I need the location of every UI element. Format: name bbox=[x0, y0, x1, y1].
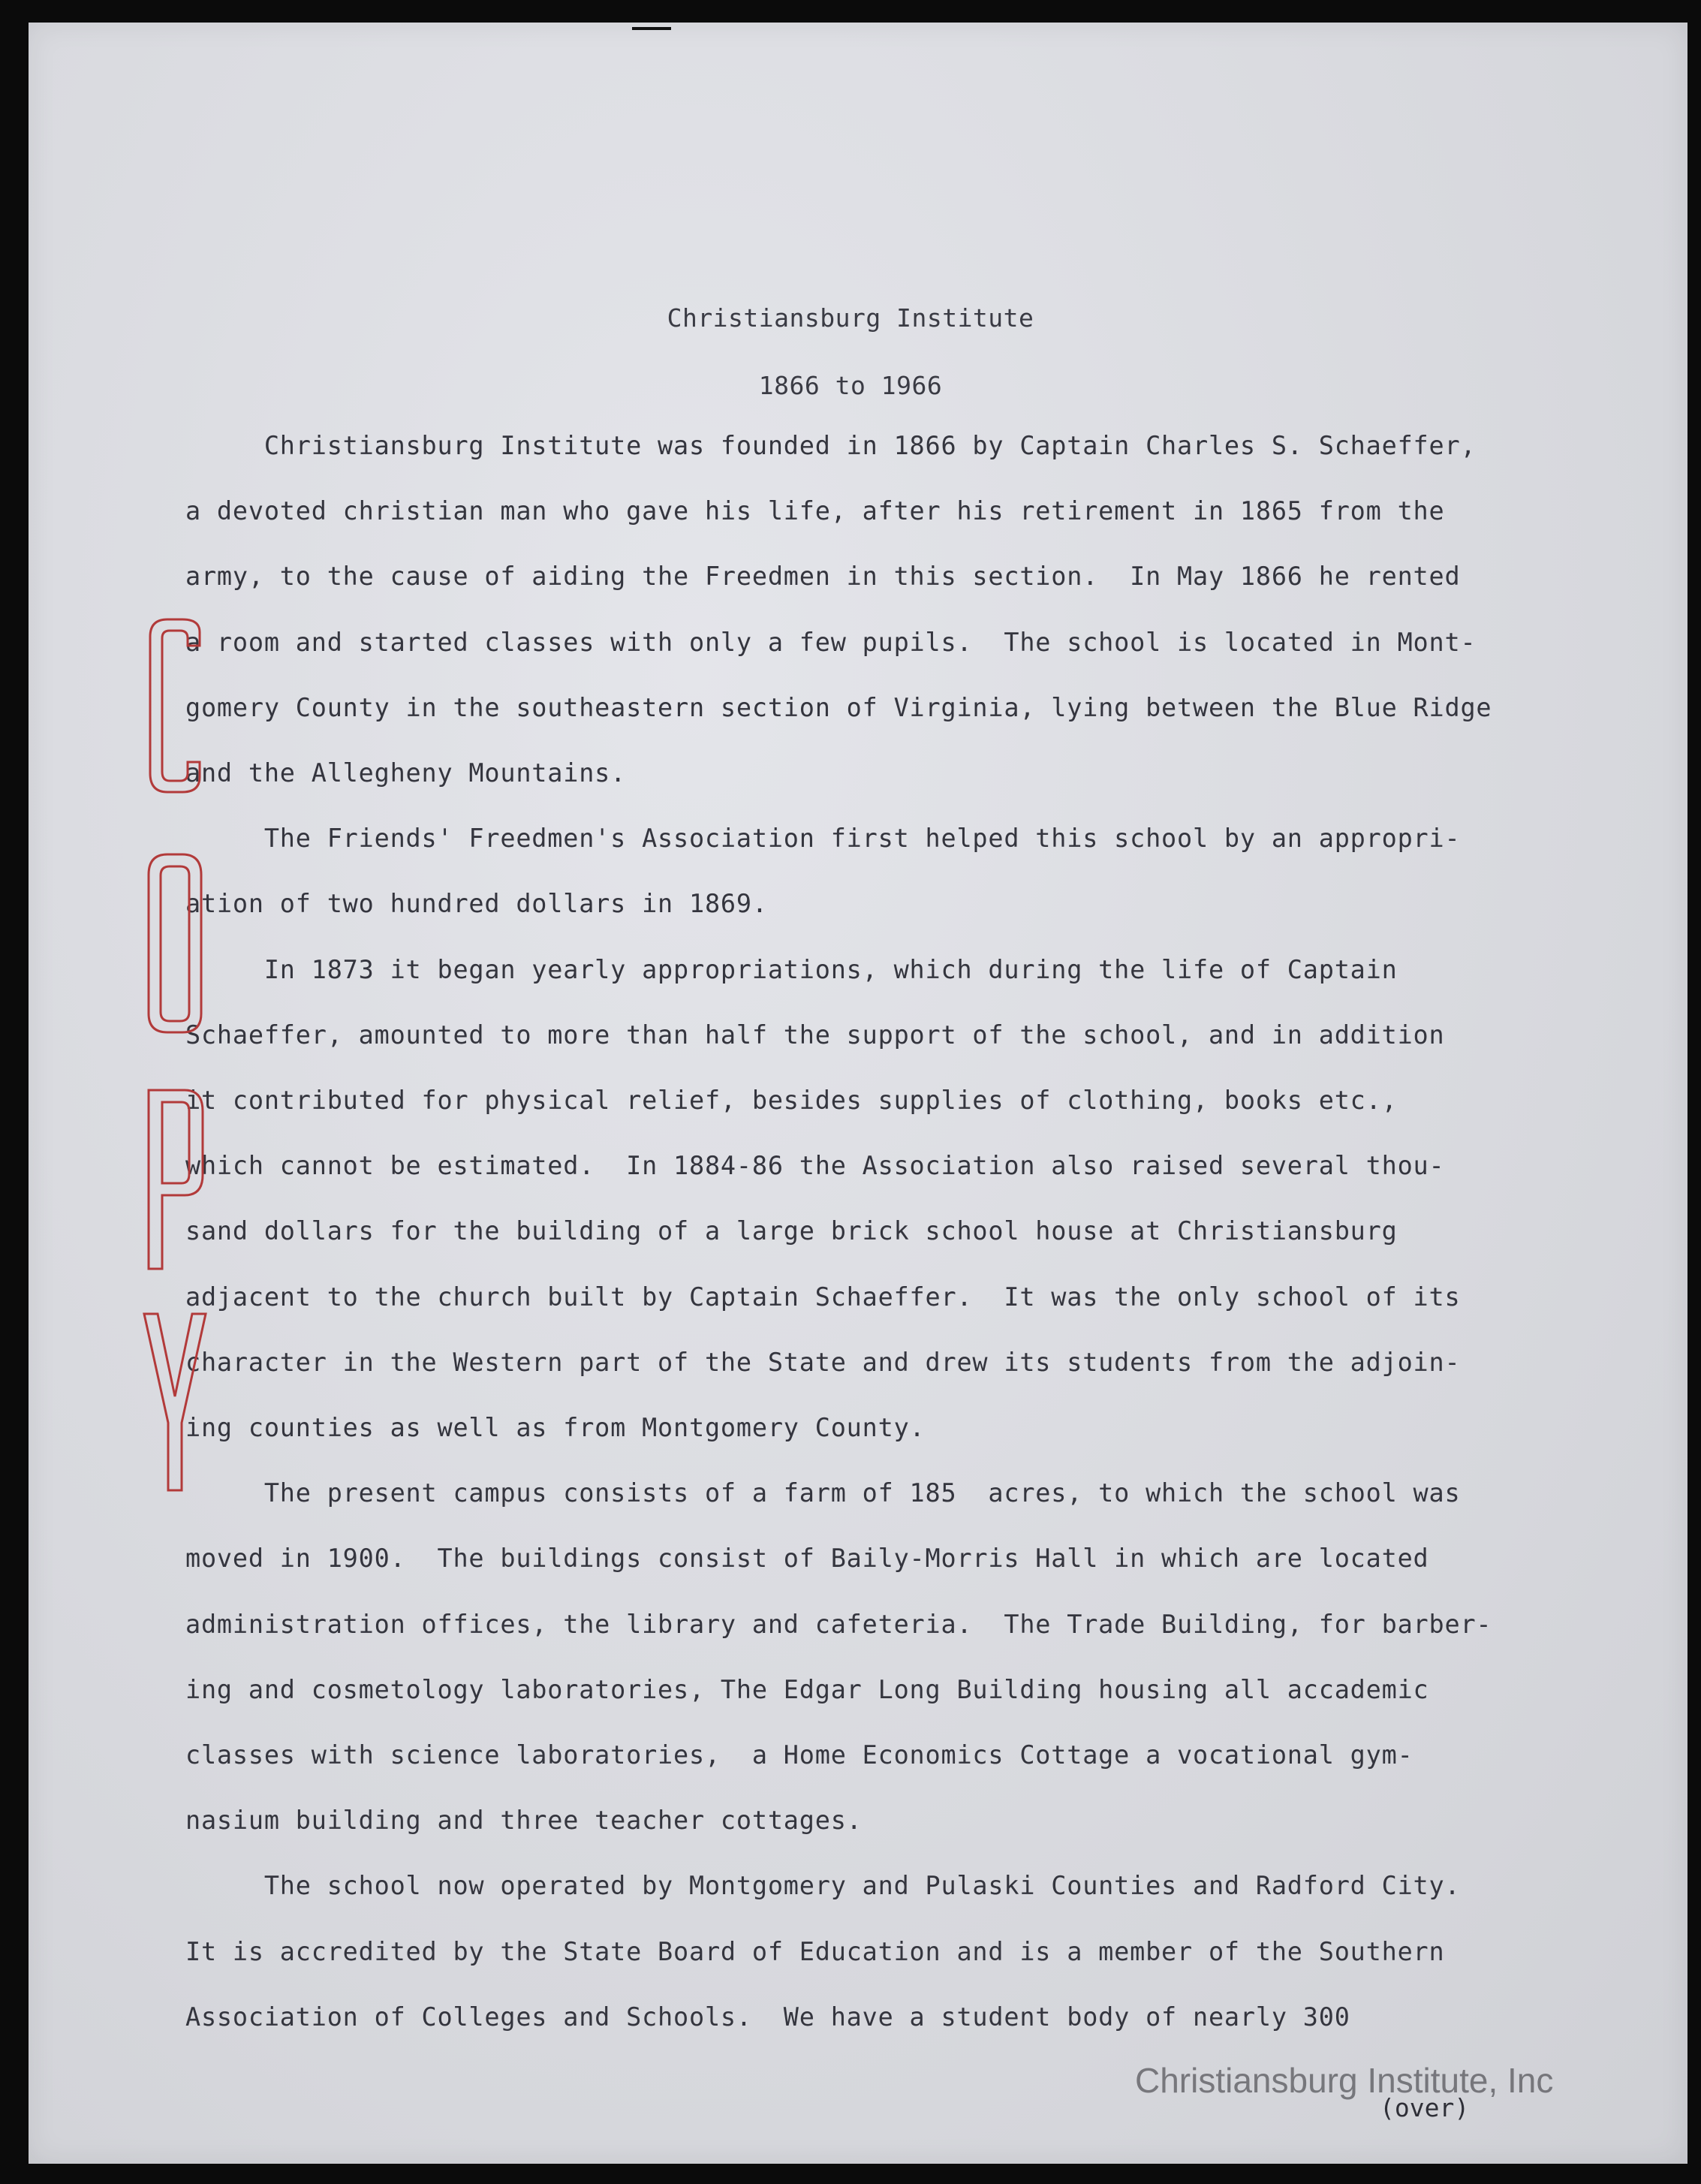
text-line: character in the Western part of the State and drew its students from the adjoin- bbox=[185, 1347, 1461, 1377]
continuation-note: (over) bbox=[1380, 2093, 1470, 2122]
stamp-letter-y bbox=[144, 1314, 206, 1490]
text-line: The Friends' Freedmen's Association first helped this school by an appropri- bbox=[185, 824, 1461, 854]
stamp-letter-p bbox=[149, 1090, 203, 1269]
text-line: moved in 1900. The buildings consist of Baily-Morris Hall in which are located bbox=[185, 1544, 1429, 1574]
text-line: nasium building and three teacher cottages. bbox=[185, 1806, 863, 1836]
text-line: classes with science laboratories, a Home Economics Cottage a vocational gym- bbox=[185, 1740, 1413, 1770]
page-edge-mark bbox=[632, 27, 671, 30]
document-title: Christiansburg Institute bbox=[667, 303, 1034, 333]
text-line: ing and cosmetology laboratories, The Edgar Long Building housing all accademic bbox=[185, 1674, 1429, 1704]
stamp-letter-o bbox=[149, 854, 201, 1032]
text-line: adjacent to the church built by Captain Schaeffer. It was the only school of its bbox=[185, 1282, 1461, 1312]
text-line: ing counties as well as from Montgomery County. bbox=[185, 1413, 926, 1442]
text-line: sand dollars for the building of a large brick school house at Christiansburg bbox=[185, 1216, 1398, 1246]
copy-stamp bbox=[141, 616, 209, 1494]
text-line: army, to the cause of aiding the Freedmen in this section. In May 1866 he rented bbox=[185, 562, 1461, 592]
text-line: administration offices, the library and cafeteria. The Trade Building, for barber- bbox=[185, 1609, 1492, 1639]
text-line: Schaeffer, amounted to more than half the support of the school, and in addition bbox=[185, 1020, 1445, 1050]
text-line: In 1873 it began yearly appropriations, which during the life of Captain bbox=[185, 954, 1398, 984]
text-line: and the Allegheny Mountains. bbox=[185, 758, 627, 788]
text-line: which cannot be estimated. In 1884-86 the Association also raised several thou- bbox=[185, 1151, 1445, 1181]
text-line: it contributed for physical relief, besides supplies of clothing, books etc., bbox=[185, 1086, 1398, 1115]
text-line: a devoted christian man who gave his life, after his retirement in 1865 from the bbox=[185, 496, 1445, 526]
text-line: Association of Colleges and Schools. We have a student body of nearly 300 bbox=[185, 2002, 1350, 2032]
text-line: The school now operated by Montgomery and Pulaski Counties and Radford City. bbox=[185, 1871, 1461, 1901]
text-line: a room and started classes with only a few pupils. The school is located in Mont- bbox=[185, 627, 1477, 657]
text-line: Christiansburg Institute was founded in 1866 by Captain Charles S. Schaeffer, bbox=[185, 431, 1477, 460]
text-line: It is accredited by the State Board of Education and is a member of the Southern bbox=[185, 1936, 1445, 1966]
text-line: ation of two hundred dollars in 1869. bbox=[185, 889, 768, 919]
watermark-text: Christiansburg Institute, Inc bbox=[1135, 2061, 1554, 2100]
text-line: gomery County in the southeastern section of Virginia, lying between the Blue Ridge bbox=[185, 692, 1492, 722]
document-subtitle: 1866 to 1966 bbox=[758, 371, 943, 400]
text-line: The present campus consists of a farm of 185 acres, to which the school was bbox=[185, 1478, 1461, 1508]
stamp-letter-c bbox=[150, 619, 200, 792]
